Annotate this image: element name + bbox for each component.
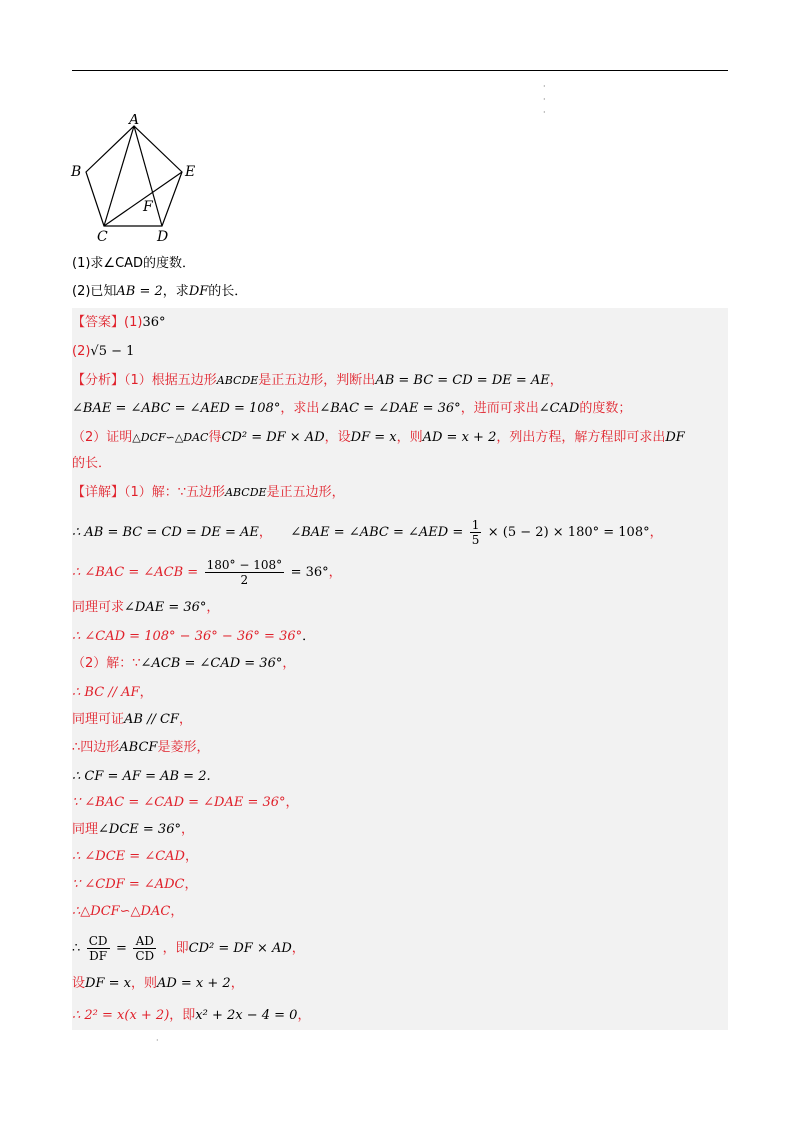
detail-line-11	[72, 792, 299, 813]
equation-expr: ∴ 2² = x(x + 2)	[72, 1008, 170, 1023]
analysis-text: 得	[208, 430, 222, 445]
product-expr: CD² = DF × AD	[188, 941, 292, 956]
var-expr: DF = x	[85, 976, 131, 991]
answer-line-1	[72, 312, 165, 333]
detail-line-10	[72, 766, 211, 787]
question-2	[72, 282, 247, 302]
detail-text: 同理可求	[72, 600, 125, 615]
detail-text: （1）解：∵五边形	[124, 485, 226, 500]
analysis-text: ，进而可求出	[460, 401, 539, 416]
angle-expr: ∵ ∠BAC = ∠CAD = ∠DAE = 36°	[72, 795, 286, 810]
detail-text: ，即	[162, 941, 189, 956]
angle-expr: ∴ ∠CAD = 108° − 36° − 36° = 36°	[72, 629, 303, 644]
pentagon-name: ABCDE	[216, 374, 259, 387]
fraction-denominator: CD	[135, 948, 155, 963]
question-2-end: 的长．	[208, 284, 248, 299]
detail-text: ∴四边形	[72, 740, 120, 755]
similar-expr: △DCF∽△DAC	[132, 431, 209, 444]
angle-result: = 36°	[290, 565, 329, 580]
fraction-denominator: 2	[240, 572, 249, 587]
pentagon-outline	[86, 126, 182, 226]
analysis-text: ，求出	[280, 401, 320, 416]
angle-expr: ∴ ∠BAC = ∠ACB =	[72, 565, 199, 580]
label-d: D	[157, 229, 169, 244]
detail-text: ，	[291, 941, 305, 956]
fraction-numerator: 1	[471, 517, 480, 532]
detail-line-13	[72, 846, 198, 867]
label-a: A	[129, 114, 140, 128]
question-2-suffix: ，求	[162, 284, 189, 299]
detail-line-4	[72, 598, 219, 618]
answer-2-value: √5 − 1	[90, 344, 135, 359]
product-expr: CD² = DF × AD	[221, 430, 325, 445]
analysis-line-2	[72, 399, 631, 419]
equal-sides-expr: AB = BC = CD = DE = AE	[375, 373, 550, 388]
detail-text: 同理可证	[72, 712, 125, 727]
similar-expr: ∴△DCF∽△DAC	[72, 904, 171, 919]
detail-line-1	[72, 483, 345, 503]
parallel-expr: AB // CF	[124, 712, 179, 727]
detail-text: ，	[170, 904, 184, 919]
detail-text: 设	[72, 976, 86, 991]
angle-expr: ∠BAE = ∠ABC = ∠AED = 108°	[72, 401, 281, 416]
detail-text: ，	[139, 685, 153, 700]
var-expr: DF = x	[350, 430, 397, 445]
detail-text: （2）解：∵	[72, 656, 141, 671]
detail-label: 【详解】	[72, 485, 125, 500]
quadratic-expr: x² + 2x − 4 = 0	[195, 1008, 298, 1023]
angle-expr: ∵ ∠CDF = ∠ADC	[72, 877, 185, 892]
question-2-variable: DF	[188, 284, 209, 299]
analysis-text: ，则	[396, 430, 423, 445]
analysis-label: 【分析】	[72, 373, 125, 388]
detail-text: ，	[178, 712, 192, 727]
angle-expr: ∴ ∠DCE = ∠CAD	[72, 849, 185, 864]
var-expr: AD = x + 2	[156, 976, 231, 991]
var-expr: DF	[665, 430, 685, 445]
question-1-text: (1)求∠CAD的度数．	[72, 256, 196, 271]
length-expr: ∴ CF = AF = AB = 2.	[72, 769, 211, 784]
analysis-line-4	[72, 454, 111, 474]
analysis-text: （2）证明	[72, 430, 133, 445]
detail-line-7	[72, 682, 153, 703]
answer-2-prefix: (2)	[72, 344, 91, 359]
angle-expr: ∠CAD	[538, 401, 580, 416]
equal-sides-expr: ∴ AB = BC = CD = DE = AE	[72, 525, 259, 540]
detail-text: ，	[184, 877, 198, 892]
pentagon-name: ABCDE	[225, 486, 267, 499]
stray-dot: ·	[156, 1036, 159, 1045]
detail-text: 是正五边形，	[266, 485, 345, 500]
therefore-symbol: ∴	[72, 941, 81, 956]
detail-line-12	[72, 820, 194, 840]
pentagon-figure	[66, 114, 206, 244]
analysis-text: 是正五边形，判断出	[258, 373, 376, 388]
rhombus-name: ABCF	[119, 740, 158, 755]
answer-line-2	[72, 341, 134, 362]
analysis-text: 的长．	[72, 456, 112, 471]
fraction-ad-cd	[133, 934, 156, 963]
fraction-numerator: AD	[133, 934, 156, 949]
analysis-text: ，设	[324, 430, 351, 445]
analysis-text: 的度数；	[579, 401, 632, 416]
var-expr: AD = x + 2	[422, 430, 497, 445]
analysis-text: ，	[549, 373, 563, 388]
detail-line-3	[72, 556, 342, 589]
fraction-denominator: DF	[89, 948, 108, 963]
label-e: E	[185, 164, 196, 180]
fraction-numerator: CD	[88, 933, 108, 948]
detail-line-6	[72, 654, 295, 674]
question-1	[72, 254, 195, 274]
detail-text: ，	[649, 525, 663, 540]
detail-line-18	[72, 1005, 310, 1026]
angle-expr: ∠DAE = 36°	[124, 600, 207, 615]
detail-text: ，即	[169, 1008, 196, 1023]
detail-text: ，则	[130, 976, 157, 991]
equals-sign: =	[116, 941, 127, 956]
detail-line-17	[72, 974, 244, 994]
detail-line-16	[72, 930, 305, 967]
detail-text: ，	[180, 822, 194, 837]
interior-angle-calc: × (5 − 2) × 180° = 108°	[487, 525, 650, 540]
detail-line-2	[72, 516, 663, 549]
detail-text: 是菱形，	[157, 740, 210, 755]
fraction-one-fifth	[470, 518, 482, 547]
detail-text: ，	[206, 600, 220, 615]
angle-expr: ∠BAC = ∠DAE = 36°	[319, 401, 461, 416]
detail-line-15	[72, 901, 183, 922]
fraction-angle	[205, 558, 285, 587]
detail-text: ，	[297, 1008, 311, 1023]
angle-expr: ∠BAE = ∠ABC = ∠AED =	[290, 525, 464, 540]
angle-expr: ∠DCE = 36°	[98, 822, 181, 837]
fraction-cd-df	[87, 934, 110, 963]
detail-line-8	[72, 710, 192, 730]
detail-text: ，	[184, 849, 198, 864]
detail-text: 同理	[72, 822, 99, 837]
stray-dots: · · ·	[543, 82, 546, 117]
detail-text: ，	[285, 795, 299, 810]
label-f: F	[143, 199, 153, 215]
label-b: B	[71, 164, 82, 180]
fraction-denominator: 5	[471, 532, 480, 547]
analysis-text: ，列出方程，解方程即可求出	[496, 430, 666, 445]
detail-text: ，	[230, 976, 244, 991]
header-rule	[72, 70, 728, 71]
question-2-prefix: (2)已知	[72, 284, 117, 299]
detail-line-9	[72, 738, 209, 758]
angle-expr: ∠ACB = ∠CAD = 36°	[140, 656, 283, 671]
detail-text: ，	[328, 565, 342, 580]
answer-1-value: 36°	[142, 315, 166, 330]
label-c: C	[97, 229, 108, 244]
parallel-expr: ∴ BC // AF	[72, 685, 140, 700]
detail-line-5	[72, 626, 315, 647]
analysis-line-3	[72, 428, 685, 448]
analysis-line-1	[72, 371, 563, 391]
analysis-text: （1）根据五边形	[124, 373, 217, 388]
detail-text: ．	[302, 629, 316, 644]
answer-label: 【答案】	[72, 315, 125, 330]
detail-text: ，	[258, 525, 272, 540]
answer-1-prefix: (1)	[124, 315, 143, 330]
detail-line-14	[72, 874, 198, 895]
question-2-condition: AB = 2	[116, 284, 163, 299]
fraction-numerator: 180° − 108°	[206, 557, 283, 572]
detail-text: ，	[282, 656, 296, 671]
